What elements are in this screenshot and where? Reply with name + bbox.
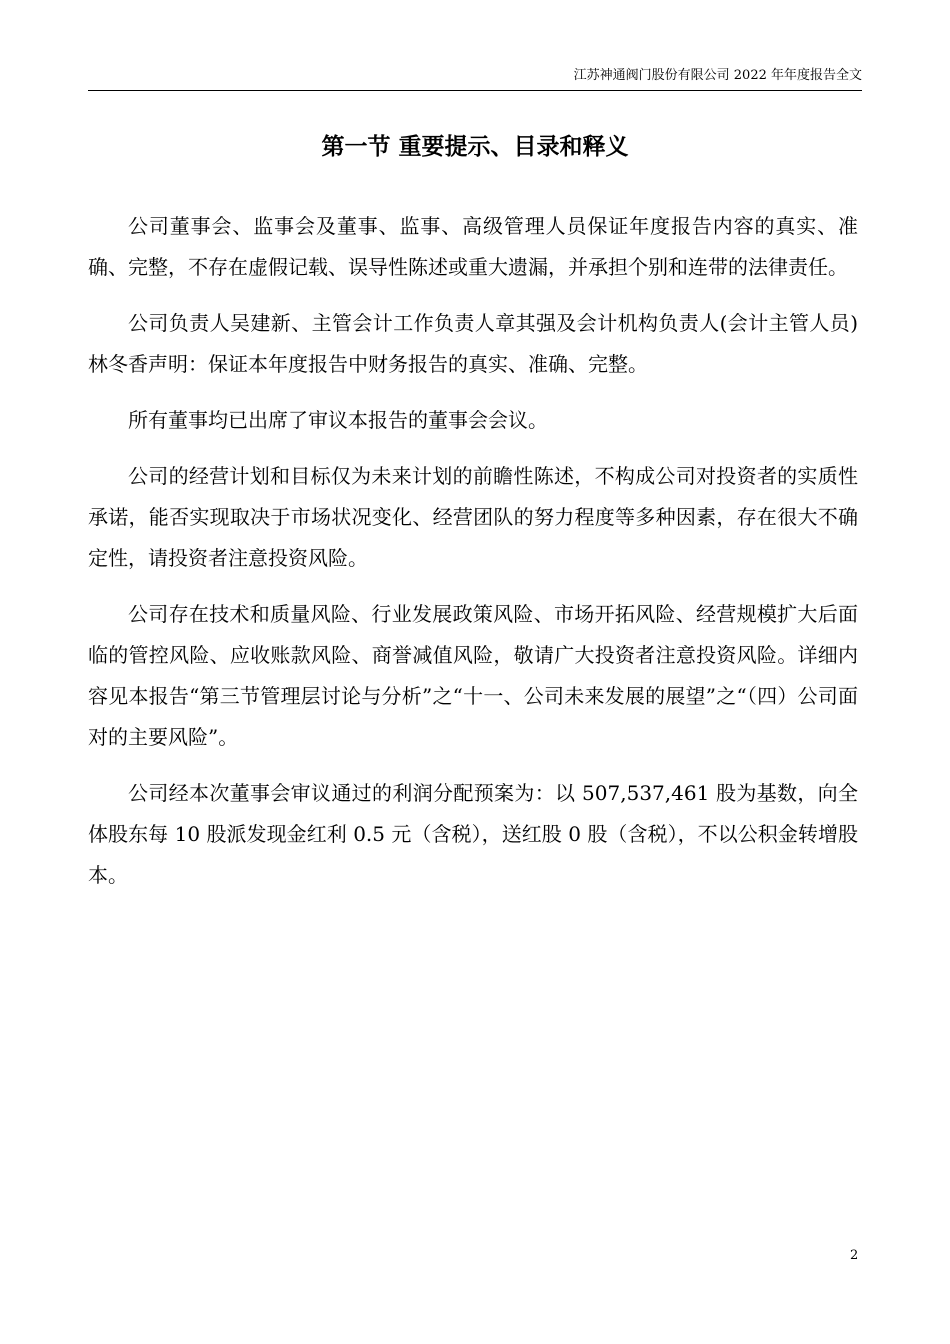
paragraph-board-guarantee: 公司董事会、监事会及董事、监事、高级管理人员保证年度报告内容的真实、准确、完整，不存在虚假记载、误导性陈述或重大遗漏，并承担个别和连带的法律责任。 [88,214,858,279]
section-title: 第一节 重要提示、目录和释义 [321,133,629,160]
body-text [88,206,858,911]
page-number: 2 [850,1248,859,1263]
paragraph-risk-factors: 公司存在技术和质量风险、行业发展政策风险、市场开拓风险、经营规模扩大后面临的管控风险、应收账款风险、商誉减值风险，敬请广大投资者注意投资风险。详细内容见本报告“第三节管理层讨论与分析”之“十一、公司未来发展的展望”之“（四）公司面对的主要风险”。 [88,602,858,749]
paragraph-profit-distribution: 公司经本次董事会审议通过的利润分配预案为：以 507,537,461 股为基数，向全体股东每 10 股派发现金红利 0.5 元（含税），送红股 0 股（含税），不以公积金转增股本。 [88,781,858,887]
header-report-title: 江苏神通阀门股份有限公司 2022 年年度报告全文 [573,68,862,83]
page-header [88,60,862,91]
paragraph-directors-attendance: 所有董事均已出席了审议本报告的董事会会议。 [128,408,548,432]
paragraph-forward-looking: 公司的经营计划和目标仅为未来计划的前瞻性陈述，不构成公司对投资者的实质性承诺，能否实现取决于市场状况变化、经营团队的努力程度等多种因素，存在很大不确定性，请投资者注意投资风险。 [88,464,858,570]
paragraph-responsible-persons: 公司负责人吴建新、主管会计工作负责人章其强及会计机构负责人(会计主管人员)林冬香声明：保证本年度报告中财务报告的真实、准确、完整。 [88,311,858,376]
